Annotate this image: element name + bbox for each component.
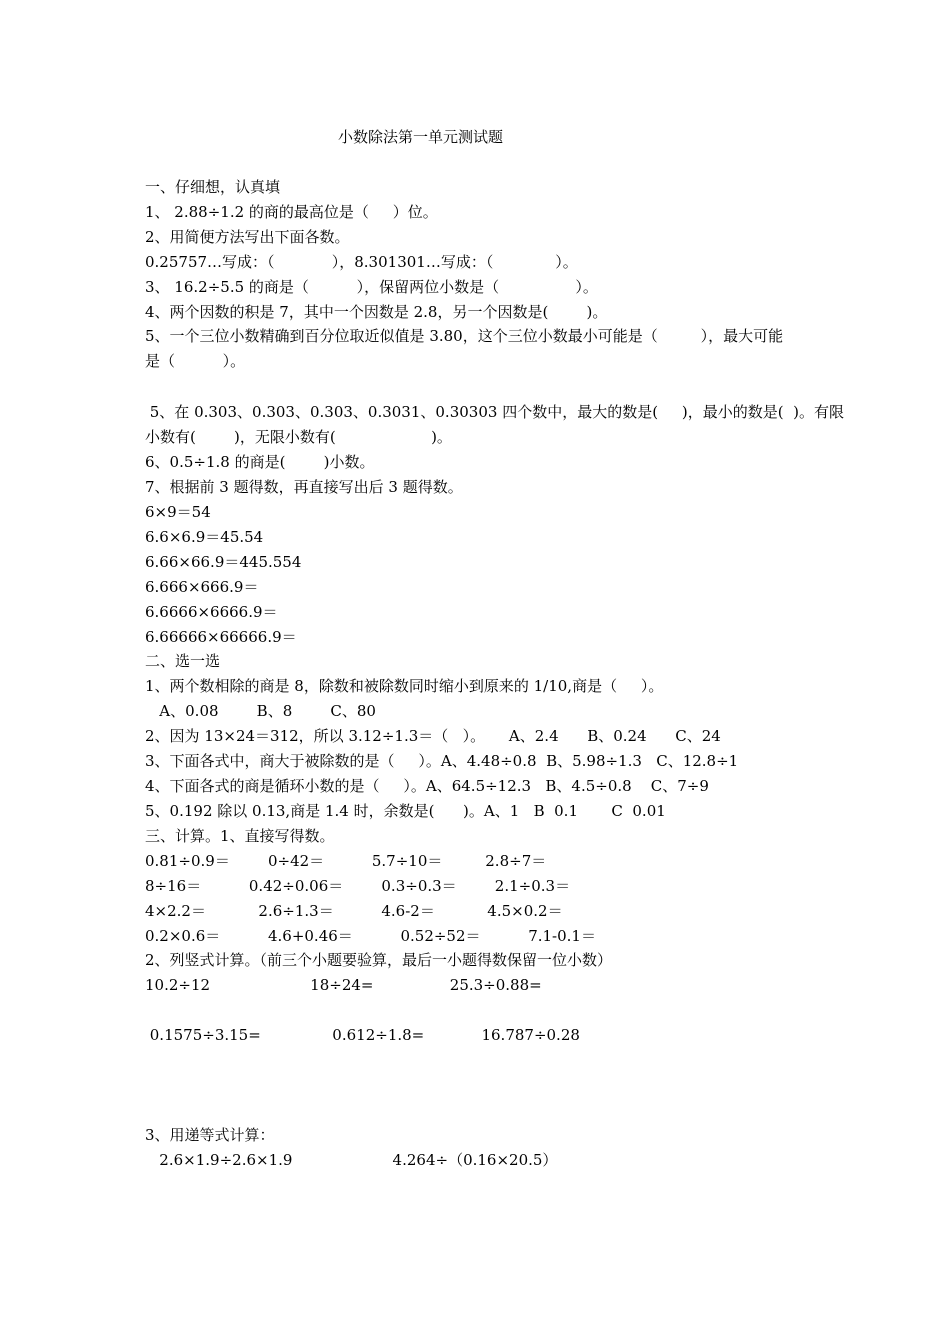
calc-row: 2.6×1.9÷2.6×1.9 4.264÷（0.16×20.5） <box>145 1151 558 1169</box>
calc-row: 10.2÷12 18÷24= 25.3÷0.88= <box>145 976 542 994</box>
question-line: 2、用简便方法写出下面各数。 <box>145 228 350 246</box>
question-line: 4、两个因数的积是 7，其中一个因数是 2.8，另一个因数是( )。 <box>145 303 608 321</box>
choice-line: A、0.08 B、8 C、80 <box>145 702 376 720</box>
section-3-heading: 三、计算。1、直接写得数。 <box>145 827 335 845</box>
equation-line: 6.666×666.9＝ <box>145 578 259 596</box>
calc-row: 8÷16＝ 0.42÷0.06＝ 0.3÷0.3＝ 2.1÷0.3＝ <box>145 877 571 895</box>
subsection-heading: 2、列竖式计算。（前三个小题要验算，最后一小题得数保留一位小数） <box>145 951 613 969</box>
question-line: 是（ ）。 <box>145 352 246 370</box>
question-line: 5、0.192 除以 0.13,商是 1.4 时，余数是( )。A、1 B 0.1 C 0.01 <box>145 802 666 820</box>
question-line: 7、根据前 3 题得数，再直接写出后 3 题得数。 <box>145 478 463 496</box>
calc-row: 0.2×0.6＝ 4.6+0.46＝ 0.52÷52＝ 7.1-0.1＝ <box>145 927 596 945</box>
calc-row: 4×2.2＝ 2.6÷1.3＝ 4.6-2＝ 4.5×0.2＝ <box>145 902 563 920</box>
equation-line: 6.66×66.9＝445.554 <box>145 553 302 571</box>
section-2-heading: 二、选一选 <box>145 652 221 670</box>
subsection-heading: 3、用递等式计算： <box>145 1126 275 1144</box>
question-line: 2、因为 13×24＝312，所以 3.12÷1.3＝（ ）。 A、2.4 B、0.24 C、24 <box>145 727 721 745</box>
equation-line: 6.66666×66666.9＝ <box>145 628 297 646</box>
question-line: 3、 16.2÷5.5 的商是（ ），保留两位小数是（ ）。 <box>145 278 598 296</box>
question-line: 3、下面各式中，商大于被除数的是（ ）。A、4.48÷0.8 B、5.98÷1.3 C、12.8÷1 <box>145 752 739 770</box>
question-line: 0.25757…写成：（ ），8.301301…写成：（ ）。 <box>145 253 578 271</box>
question-line: 4、下面各式的商是循环小数的是（ ）。A、64.5÷12.3 B、4.5÷0.8 C、7÷9 <box>145 777 709 795</box>
equation-line: 6.6666×6666.9＝ <box>145 603 278 621</box>
calc-row: 0.81÷0.9＝ 0÷42＝ 5.7÷10＝ 2.8÷7＝ <box>145 852 547 870</box>
section-1-heading: 一、仔细想，认真填 <box>145 178 281 196</box>
question-line: 5、在 0.303、0.303、0.303、0.3031、0.30303 四个数中，最大的数是( )，最小的数是( )。有限 <box>145 403 844 421</box>
question-line: 1、两个数相除的商是 8，除数和被除数同时缩小到原来的 1/10,商是（ ）。 <box>145 677 664 695</box>
question-line: 1、 2.88÷1.2 的商的最高位是（ ）位。 <box>145 203 438 221</box>
equation-line: 6.6×6.9＝45.54 <box>145 528 264 546</box>
calc-row: 0.1575÷3.15= 0.612÷1.8= 16.787÷0.28 <box>145 1026 580 1044</box>
question-line: 5、一个三位小数精确到百分位取近似值是 3.80，这个三位小数最小可能是（ ），最大可能 <box>145 327 784 345</box>
question-line: 小数有( )，无限小数有( )。 <box>145 428 452 446</box>
page-title: 小数除法第一单元测试题 <box>338 128 504 146</box>
question-line: 6、0.5÷1.8 的商是( )小数。 <box>145 453 375 471</box>
equation-line: 6×9＝54 <box>145 503 211 521</box>
